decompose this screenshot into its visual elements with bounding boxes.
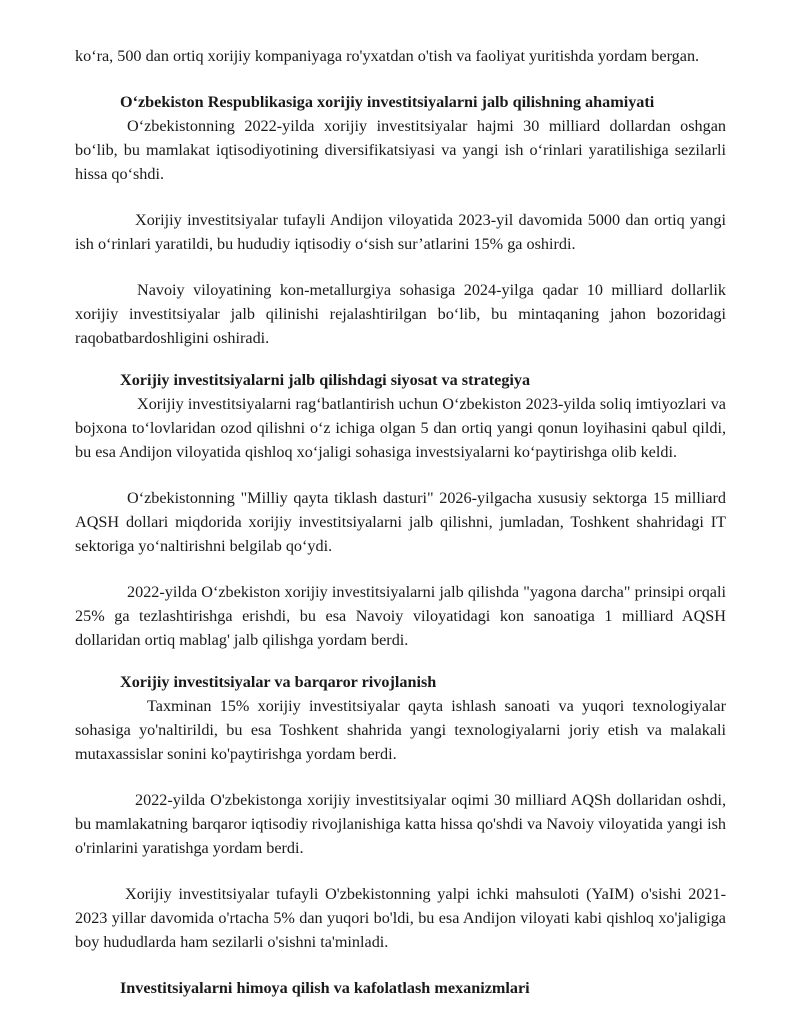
spacer — [75, 350, 726, 368]
spacer — [75, 68, 726, 90]
spacer — [75, 860, 726, 882]
spacer — [75, 954, 726, 976]
intro-paragraph: ko‘ra, 500 dan ortiq xorijiy kompaniyaga ro'yxatdan o'tish va faoliyat yuritishda yordam bergan. — [75, 47, 700, 65]
spacer — [75, 766, 726, 788]
spacer — [75, 558, 726, 580]
paragraph: Xorijiy investitsiyalar tufayli O'zbekistonning yalpi ichki mahsuloti (YaIM) o'sishi 2021-2023 yillar davomida o'rtacha 5% dan yuqori bo'ldi, bu esa Andijon viloyati kabi qishloq xo'jaligiga boy hududlarda ham sezilarli o'sishni ta'minladi. — [75, 885, 726, 951]
section-heading-importance: O‘zbekiston Respublikasiga xorijiy investitsiyalarni jalb qilishning ahamiyati — [120, 93, 655, 111]
document-page — [75, 0, 726, 1000]
section-heading-sustainable: Xorijiy investitsiyalar va barqaror rivojlanish — [120, 673, 437, 691]
paragraph: 2022-yilda O‘zbekiston xorijiy investitsiyalarni jalb qilishda "yagona darcha" prinsipi orqali 25% ga tezlashtirishga erishdi, bu esa Navoiy viloyatidagi kon sanoatiga 1 milliard AQSH dollaridan ortiq mablag' jalb qilishga yordam berdi. — [75, 583, 726, 649]
paragraph: Navoiy viloyatining kon-metallurgiya sohasiga 2024-yilga qadar 10 milliard dollarlik xorijiy investitsiyalar jalb qilinishi rejalashtirilgan bo‘lib, bu mintaqaning jahon bozoridagi raqobatbardoshligini oshiradi. — [75, 281, 726, 347]
paragraph: 2022-yilda O'zbekistonga xorijiy investitsiyalar oqimi 30 milliard AQSh dollaridan oshdi, bu mamlakatning barqaror iqtisodiy rivojlanishiga katta hissa qo'shdi va Navoiy viloyatida yangi ish o'rinlarini yaratishga yordam berdi. — [75, 791, 726, 857]
paragraph: O‘zbekistonning 2022-yilda xorijiy investitsiyalar hajmi 30 milliard dollardan oshgan bo‘lib, bu mamlakat iqtisodiyotining diversifikatsiyasi va yangi ish o‘rinlari yaratilishiga sezilarli hissa qo‘shdi. — [75, 117, 726, 183]
paragraph: O‘zbekistonning "Milliy qayta tiklash dasturi" 2026-yilgacha xususiy sektorga 15 milliard AQSH dollari miqdorida xorijiy investitsiyalarni jalb qilishni, jumladan, Toshkent shahridagi IT sektoriga yo‘naltirishni belgilab qo‘ydi. — [75, 489, 726, 555]
section-heading-policy: Xorijiy investitsiyalarni jalb qilishdagi siyosat va strategiya — [120, 371, 531, 389]
section-heading-protection: Investitsiyalarni himoya qilish va kafolatlash mexanizmlari — [120, 979, 530, 997]
paragraph: Taxminan 15% xorijiy investitsiyalar qayta ishlash sanoati va yuqori texnologiyalar sohasiga yo'naltirildi, bu esa Toshkent shahrida yangi texnologiyalarni joriy etish va malakali mutaxassislar sonini ko'paytirishga yordam berdi. — [75, 697, 726, 763]
spacer — [75, 652, 726, 670]
paragraph: Xorijiy investitsiyalar tufayli Andijon viloyatida 2023-yil davomida 5000 dan ortiq yangi ish o‘rinlari yaratildi, bu hududiy iqtisodiy o‘sish sur’atlarini 15% ga oshirdi. — [75, 211, 726, 253]
spacer — [75, 464, 726, 486]
spacer — [75, 186, 726, 208]
spacer — [75, 256, 726, 278]
paragraph: Xorijiy investitsiyalarni rag‘batlantirish uchun O‘zbekiston 2023-yilda soliq imtiyozlari va bojxona to‘lovlaridan ozod qilishni o‘z ichiga olgan 5 dan ortiq yangi qonun loyihasini qabul qildi, bu esa Andijon viloyatida qishloq xo‘jaligi sohasiga investsiyalarni ko‘paytirishga olib keldi. — [75, 395, 726, 461]
